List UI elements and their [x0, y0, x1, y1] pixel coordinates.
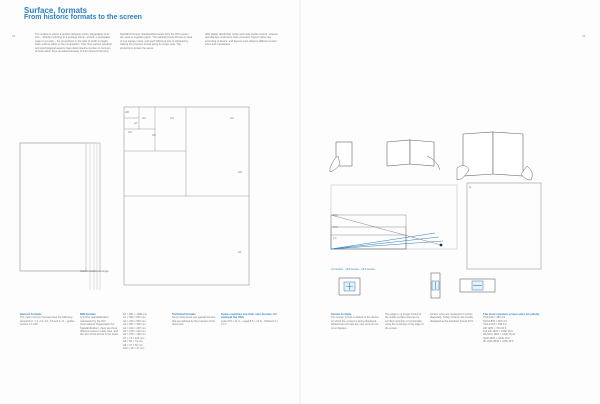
screen-formats-body: The screen format is related to the device on which the content is being displayed. Widescreen formats are now common for most displays.: [331, 316, 379, 330]
screen-label-16-9: 16:9: [333, 226, 338, 229]
historic-formats-body: The most common formats have the following proportions: 1:1, 2:3, 3:4, 3:5 and 1:√2 – golden section 1:1.618.: [20, 316, 75, 327]
screen-size-row: XGA 1024 × 768 4:3: [483, 323, 507, 327]
a-size-row: A7 = 74 × 105 mm: [123, 336, 145, 340]
screen-formats-heading: Screen formats: [331, 312, 352, 316]
technical-formats-body: Some documents use special formats that are defined by the purpose of the document.: [172, 316, 216, 327]
book-gutter: [299, 0, 301, 404]
a-series-diagram: [124, 107, 250, 287]
technical-formats-heading: Technical formats: [172, 312, 196, 316]
usa-formats-text: [221, 313, 279, 327]
usa-formats-heading: Some countries use their own formats, for example the USA: [221, 312, 278, 320]
page-subtitle: From historic formats to the screen: [24, 14, 142, 21]
golden-caption: Golden section rectangle: [80, 270, 109, 273]
screen-size-row: VGA 640 × 480 4:3: [483, 316, 505, 320]
label-a1: A1: [238, 250, 242, 254]
intro-column-1: The surface is where a graphic designer works. Regardless of its size – whether referring to a postage stamp, a book, a newspaper page or a poster – the proportions or the ratio of width to height, have a direct effect on the composition. Over time various practical and psychological aspects have determined a number of common formats which have prevailed because of their inherent harmony.: [35, 33, 112, 54]
usa-formats-body: Letter 8.5 × 11 in · Legal 8.5 × 14 in · Tabloid 11 × 17 in: [221, 319, 279, 327]
screen-size-row: Full HD 1920 × 1080 16:9: [483, 330, 513, 334]
intro-column-3: With digital, distributed online and multi-media content, screens and displays of all sizes have emerged. Aspect ratios vary according to device, and layouts must adapt to different screen sizes and orientations.: [205, 33, 278, 47]
a-size-row: A3 = 297 × 420 mm: [123, 323, 146, 327]
intro-column-2: Standard formats: Standardized series from the DIN system are used to organize paper. The starting format A0 has an area of one square metre, and each following size is obtained by halving the previous format along its longer side. The proportions remain the same.: [120, 33, 193, 50]
screen-size-row: 4K UHD 3840 × 2160 16:9: [483, 340, 514, 344]
screen-size-text: Screen sizes are measured in inches diagonally. Today screens are usually displayed at the standard format 16:9.: [430, 313, 474, 323]
label-a5: A5: [152, 133, 156, 137]
screen-label-19-9: 19:9: [333, 214, 338, 217]
a-size-row: A10 = 26 × 37 mm: [123, 347, 145, 351]
scroll-horizontal-icon: [460, 279, 496, 293]
g-format-box: [467, 183, 542, 271]
a-size-row: A5 = 148 × 210 mm: [123, 330, 146, 334]
screen-label-4-3: 4:3: [333, 237, 337, 240]
a-size-row: A2 = 420 × 594 mm: [123, 319, 146, 323]
historic-formats-text: [20, 313, 76, 327]
screen-formats-text: [331, 313, 381, 330]
scroll-text: The page is no longer limited to the visible surface and can be scrolled vertically or horizontally, using the scroll bar or the edge of the screen.: [385, 313, 424, 330]
screen-formats-diagram: [331, 185, 457, 265]
a-size-row: A4 = 210 × 297 mm: [123, 326, 146, 330]
a-size-row: A8 = 52 × 74 mm: [123, 340, 143, 344]
a-size-row: A0 = 841 × 1189 mm: [123, 313, 148, 316]
label-a7: A7: [134, 121, 138, 125]
screen-sizes-table: [483, 313, 578, 344]
din-formats-heading: DIN formats: [80, 312, 96, 316]
a-size-row: A1 = 594 × 841 mm: [123, 316, 146, 320]
screen-legend: 4:3 screen · 16:9 screen · 19:9 screen: [331, 268, 375, 271]
scroll-both-icon: [339, 278, 361, 296]
a-size-row: A9 = 37 × 52 mm: [123, 343, 143, 347]
screen-size-row: WUXGA 1920 × 1200 16:10: [483, 333, 516, 337]
screen-size-row: HD 1280 × 720 16:9: [483, 326, 507, 330]
label-a0: A0: [238, 170, 242, 174]
din-formats-body: In further standardization maintained by the ISO (International Organization for Standardization), there are three different series in each case, and the size of the format is the basis.: [80, 316, 119, 337]
din-formats-text: [80, 313, 120, 337]
label-a4: A4: [142, 116, 146, 120]
scroll-vertical-icon: [431, 273, 441, 299]
g-format-label: G: [469, 185, 472, 189]
label-a8: A8: [125, 110, 129, 114]
label-a3: A3: [170, 116, 174, 120]
open-book-large-illustration: [455, 128, 535, 184]
label-a2: A2: [230, 116, 234, 120]
screen-sizes-heading: The most common screen sizes (in pixels): [483, 312, 540, 316]
screen-size-row: SVGA 800 × 600 4:3: [483, 319, 507, 323]
open-book-small-illustration: [382, 136, 442, 176]
label-a6: A6: [128, 130, 132, 134]
page-number-left: 22: [12, 34, 16, 38]
screen-size-row: QHD 2560 × 1440 16:9: [483, 336, 510, 340]
page-number-right: 23: [582, 34, 586, 38]
page-title: Surface, formats: [24, 6, 88, 15]
closed-book-illustration: [326, 138, 382, 178]
a-sizes-list: [123, 313, 161, 350]
historic-formats-heading: Historic formats: [20, 312, 42, 316]
a-size-row: A6 = 105 × 148 mm: [123, 333, 146, 337]
technical-formats-text: [172, 313, 217, 327]
